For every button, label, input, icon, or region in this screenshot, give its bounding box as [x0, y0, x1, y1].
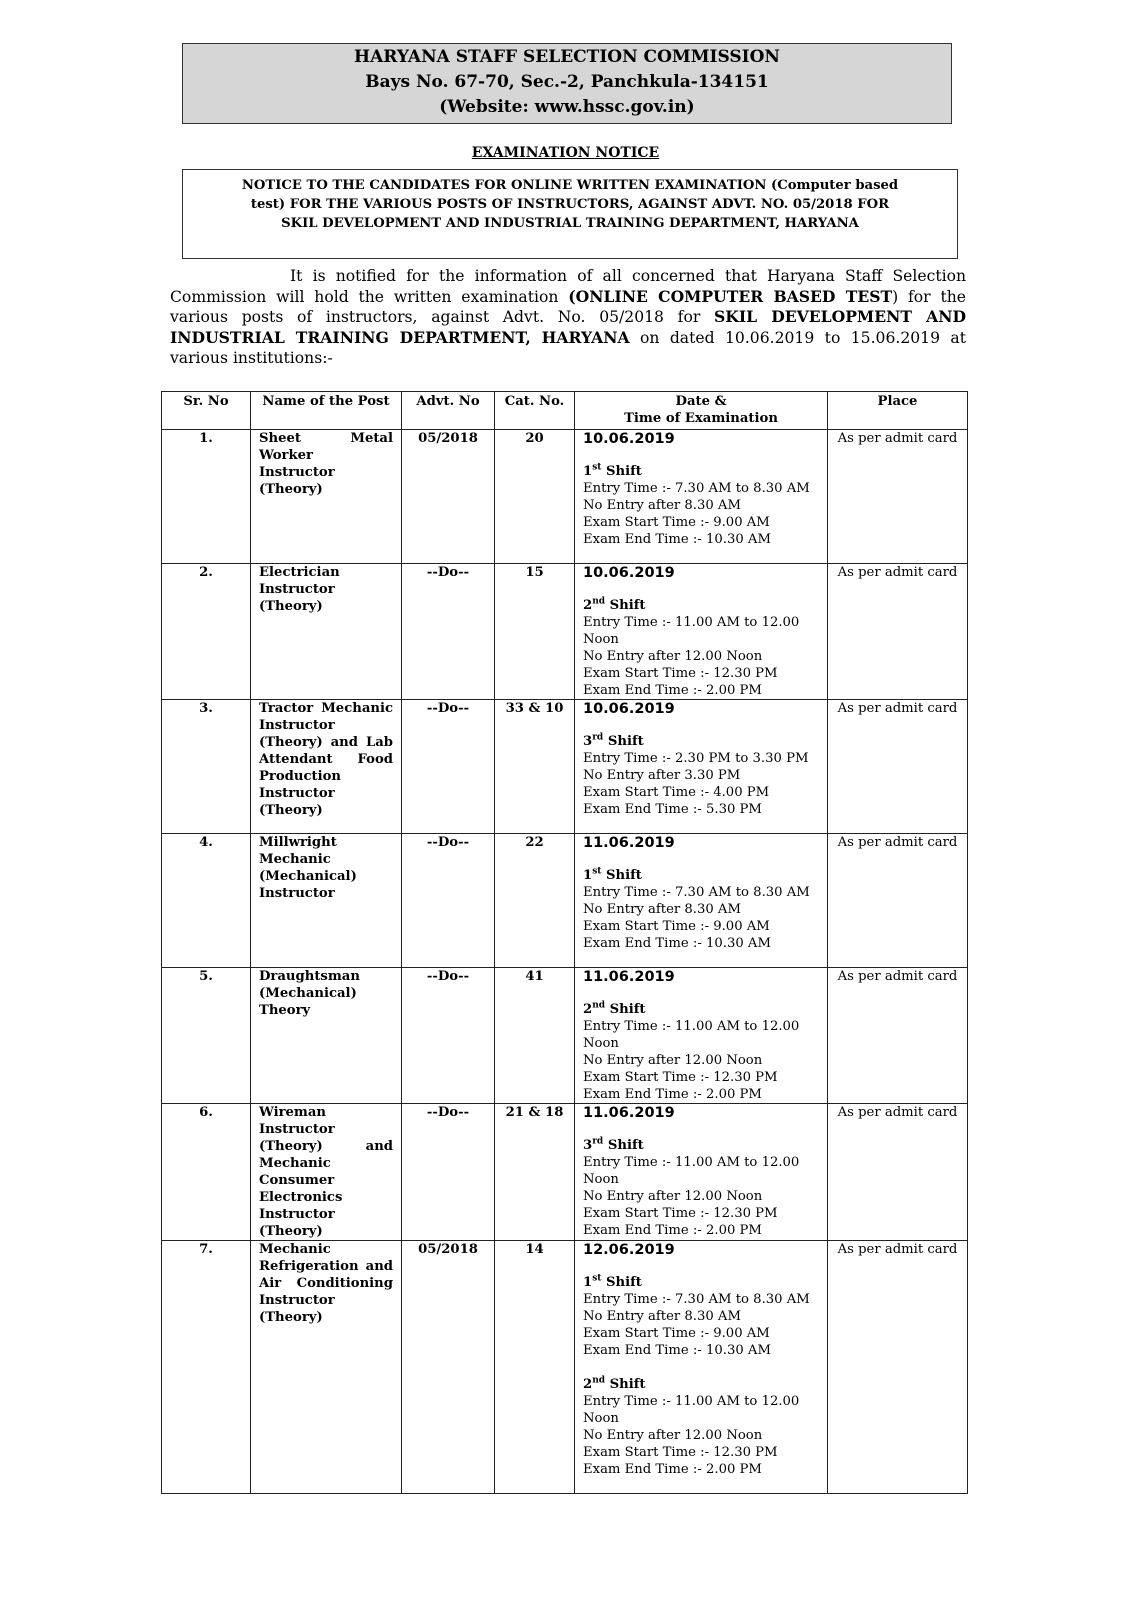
shift-label: 1st Shift [583, 1273, 642, 1290]
sr-no-cell: 7. [162, 1241, 251, 1494]
notice-subject-line: SKIL DEVELOPMENT AND INDUSTRIAL TRAINING DEPARTMENT, HARYANA [281, 216, 859, 231]
commission-name: HARYANA STAFF SELECTION COMMISSION [354, 47, 780, 67]
place-cell: As per admit card [828, 430, 968, 564]
sr-no-cell: 2. [162, 564, 251, 700]
no-entry-time: No Entry after 8.30 AM [583, 1309, 741, 1324]
advt-no-cell: --Do-- [402, 564, 495, 700]
advt-no-cell: 05/2018 [402, 430, 495, 564]
sr-no-cell: 6. [162, 1104, 251, 1241]
shift-label: 3rd Shift [583, 1136, 644, 1153]
cat-no-cell: 20 [495, 430, 575, 564]
shift-label: 2nd Shift [583, 1375, 646, 1392]
table-row [162, 430, 968, 564]
post-name-cell: Electrician Instructor (Theory) [251, 564, 402, 700]
advt-no-cell: 05/2018 [402, 1241, 495, 1494]
no-entry-time: No Entry after 3.30 PM [583, 768, 741, 783]
table-row [162, 968, 968, 1104]
col-header-date: Date & Time of Examination [575, 392, 828, 430]
shift-label: 1st Shift [583, 866, 642, 883]
cat-no-cell: 22 [495, 834, 575, 968]
place-cell: As per admit card [828, 700, 968, 834]
post-name-cell: Millwright Mechanic (Mechanical) Instructor [251, 834, 402, 968]
date-time-cell [575, 834, 828, 968]
post-name-cell: Draughtsman (Mechanical) Theory [251, 968, 402, 1104]
no-entry-time: No Entry after 12.00 Noon [583, 649, 763, 664]
entry-time: Entry Time :- 11.00 AM to 12.00 Noon [583, 1019, 800, 1051]
exam-start-time: Exam Start Time :- 9.00 AM [583, 919, 770, 934]
entry-time: Entry Time :- 2.30 PM to 3.30 PM [583, 751, 809, 766]
exam-date: 11.06.2019 [583, 1105, 675, 1121]
table-row [162, 1241, 968, 1494]
exam-start-time: Exam Start Time :- 9.00 AM [583, 1326, 770, 1341]
exam-end-time: Exam End Time :- 2.00 PM [583, 1223, 762, 1238]
commission-website: (Website: www.hssc.gov.in) [439, 97, 695, 117]
advt-no-cell: --Do-- [402, 1104, 495, 1241]
exam-start-time: Exam Start Time :- 12.30 PM [583, 1445, 778, 1460]
exam-start-time: Exam Start Time :- 12.30 PM [583, 666, 778, 681]
entry-time: Entry Time :- 11.00 AM to 12.00 Noon [583, 1394, 800, 1426]
exam-end-time: Exam End Time :- 2.00 PM [583, 1462, 762, 1477]
advt-no-cell: --Do-- [402, 700, 495, 834]
col-header-sr: Sr. No [162, 392, 251, 430]
post-name-cell: Tractor Mechanic Instructor (Theory) and Lab Attendant Food Production Instructor (Theory) [251, 700, 402, 834]
exam-date: 10.06.2019 [583, 565, 675, 581]
sr-no-cell: 1. [162, 430, 251, 564]
table-row [162, 1104, 968, 1241]
exam-start-time: Exam Start Time :- 12.30 PM [583, 1206, 778, 1221]
col-header-post: Name of the Post [251, 392, 402, 430]
no-entry-time: No Entry after 12.00 Noon [583, 1189, 763, 1204]
exam-date: 11.06.2019 [583, 969, 675, 985]
exam-date: 11.06.2019 [583, 835, 675, 851]
exam-date: 10.06.2019 [583, 701, 675, 717]
entry-time: Entry Time :- 11.00 AM to 12.00 Noon [583, 615, 800, 647]
commission-address: Bays No. 67-70, Sec.-2, Panchkula-134151 [365, 72, 769, 92]
sr-no-cell: 4. [162, 834, 251, 968]
table-row [162, 564, 968, 700]
exam-schedule-table [161, 391, 968, 1494]
col-header-cat: Cat. No. [495, 392, 575, 430]
exam-end-time: Exam End Time :- 10.30 AM [583, 532, 771, 547]
exam-start-time: Exam Start Time :- 12.30 PM [583, 1070, 778, 1085]
date-time-cell [575, 1241, 828, 1494]
exam-end-time: Exam End Time :- 2.00 PM [583, 683, 762, 698]
table-row [162, 834, 968, 968]
cat-no-cell: 15 [495, 564, 575, 700]
no-entry-time: No Entry after 12.00 Noon [583, 1428, 763, 1443]
sr-no-cell: 5. [162, 968, 251, 1104]
no-entry-time: No Entry after 12.00 Noon [583, 1053, 763, 1068]
date-time-cell [575, 564, 828, 700]
exam-start-time: Exam Start Time :- 9.00 AM [583, 515, 770, 530]
intro-paragraph: It is notified for the information of all concerned that Haryana Staff Selection Commission will hold the written examination (ONLINE COMPUTER BASED TEST) for the various posts of instructors, against Advt. No. 05/2018 for SKIL DEVELOPMENT AND INDUSTRIAL TRAINING DEPARTMENT, HARYANA on dated 10.06.2019 to 15.06.2019 at various institutions:- [170, 267, 967, 367]
exam-end-time: Exam End Time :- 10.30 AM [583, 1343, 771, 1358]
shift-label: 3rd Shift [583, 732, 644, 749]
notice-subject-box [182, 169, 958, 259]
cat-no-cell: 41 [495, 968, 575, 1104]
exam-start-time: Exam Start Time :- 4.00 PM [583, 785, 770, 800]
cat-no-cell: 33 & 10 [495, 700, 575, 834]
shift-label: 2nd Shift [583, 596, 646, 613]
exam-date: 10.06.2019 [583, 431, 675, 447]
shift-label: 1st Shift [583, 462, 642, 479]
post-name-cell: Wireman Instructor (Theory) and Mechanic Consumer Electronics Instructor (Theory) [251, 1104, 402, 1241]
entry-time: Entry Time :- 7.30 AM to 8.30 AM [583, 481, 810, 496]
date-time-cell [575, 700, 828, 834]
table-row [162, 700, 968, 834]
date-time-cell [575, 1104, 828, 1241]
exam-end-time: Exam End Time :- 5.30 PM [583, 802, 762, 817]
advt-no-cell: --Do-- [402, 834, 495, 968]
place-cell: As per admit card [828, 968, 968, 1104]
col-header-place: Place [828, 392, 968, 430]
date-time-cell [575, 968, 828, 1104]
commission-header [182, 43, 952, 124]
cat-no-cell: 14 [495, 1241, 575, 1494]
shift-label: 2nd Shift [583, 1000, 646, 1017]
place-cell: As per admit card [828, 1241, 968, 1494]
notice-subject-line: NOTICE TO THE CANDIDATES FOR ONLINE WRITTEN EXAMINATION (Computer based [241, 178, 899, 193]
table-header-row [162, 392, 968, 430]
notice-subject-line: test) FOR THE VARIOUS POSTS OF INSTRUCTORS, AGAINST ADVT. NO. 05/2018 FOR [250, 197, 890, 212]
post-name-cell: Mechanic Refrigeration and Air Conditioning Instructor (Theory) [251, 1241, 402, 1494]
exam-date: 12.06.2019 [583, 1242, 675, 1258]
place-cell: As per admit card [828, 564, 968, 700]
no-entry-time: No Entry after 8.30 AM [583, 498, 741, 513]
entry-time: Entry Time :- 11.00 AM to 12.00 Noon [583, 1155, 800, 1187]
exam-end-time: Exam End Time :- 2.00 PM [583, 1087, 762, 1102]
notice-title: EXAMINATION NOTICE [471, 145, 660, 161]
cat-no-cell: 21 & 18 [495, 1104, 575, 1241]
sr-no-cell: 3. [162, 700, 251, 834]
entry-time: Entry Time :- 7.30 AM to 8.30 AM [583, 1292, 810, 1307]
no-entry-time: No Entry after 8.30 AM [583, 902, 741, 917]
place-cell: As per admit card [828, 1104, 968, 1241]
post-name-cell: Sheet Metal Worker Instructor (Theory) [251, 430, 402, 564]
place-cell: As per admit card [828, 834, 968, 968]
advt-no-cell: --Do-- [402, 968, 495, 1104]
entry-time: Entry Time :- 7.30 AM to 8.30 AM [583, 885, 810, 900]
date-time-cell [575, 430, 828, 564]
col-header-advt: Advt. No [402, 392, 495, 430]
exam-end-time: Exam End Time :- 10.30 AM [583, 936, 771, 951]
